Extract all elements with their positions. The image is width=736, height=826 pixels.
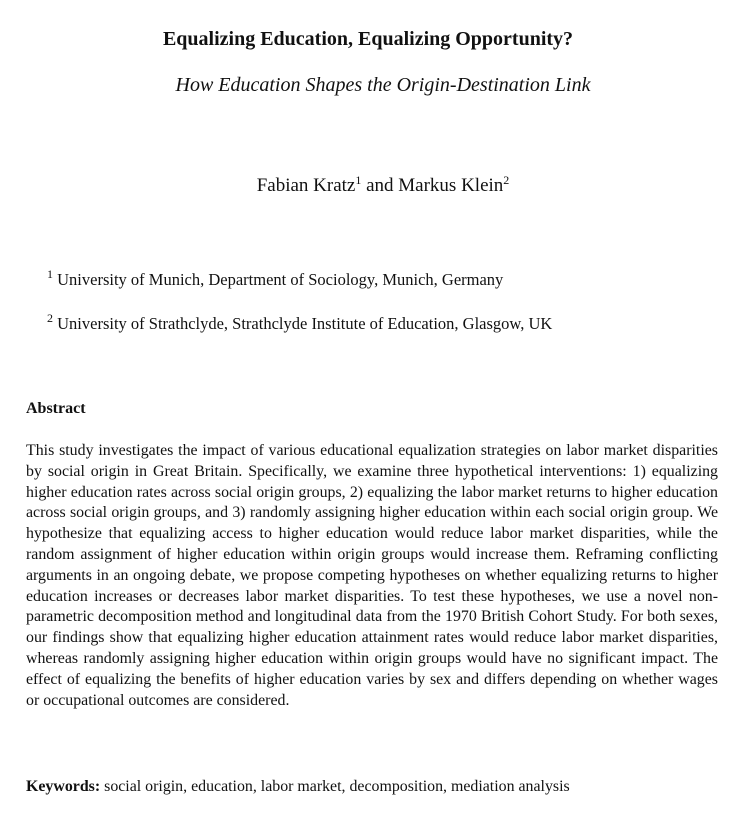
affiliation-mark: 2 <box>503 173 510 187</box>
abstract-heading: Abstract <box>26 400 86 417</box>
keywords-label: Keywords: <box>26 778 101 795</box>
keywords-text: social origin, education, labor market, decomposition, mediation analysis <box>100 778 570 795</box>
affiliation-mark: 1 <box>47 267 53 281</box>
abstract-body: This study investigates the impact of various educational equalization strategies on labor market disparities by social origin in Great Britain. Specifically, we examine three hypothetical interventions: 1) equalizing higher education rates across social origin groups, 2) equalizing the labor market returns to higher education across social origin groups, and 3) randomly assigning higher education within each social origin group. We hypothesize that equalizing access to higher education would reduce labor market disparities, while the random assignment of higher education within origin groups would increase them. Reframing conflicting arguments in an ongoing debate, we propose competing hypotheses on whether equalizing returns to higher education increases or decreases labor market disparities. To test these hypotheses, we use a novel non-parametric decomposition method and longitudinal data from the 1970 British Cohort Study. For both sexes, our findings show that equalizing higher education attainment rates would reduce labor market disparities, whereas randomly assigning higher education within origin groups would have no significant impact. The effect of equalizing the benefits of higher education varies by sex and differs depending on whether wages or occupational outcomes are considered. <box>26 442 718 709</box>
author-name: Markus Klein <box>398 175 504 196</box>
author-conjunction: and <box>361 175 399 196</box>
keywords-line <box>26 777 570 797</box>
paper-title: Equalizing Education, Equalizing Opportunity? <box>162 28 574 50</box>
paper-subtitle: How Education Shapes the Origin-Destination Link <box>175 74 591 96</box>
affiliation-2 <box>47 311 553 334</box>
author-name: Fabian Kratz <box>256 175 356 196</box>
affiliation-text: University of Strathclyde, Strathclyde Institute of Education, Glasgow, UK <box>53 314 553 333</box>
affiliation-text: University of Munich, Department of Sociology, Munich, Germany <box>53 270 504 289</box>
affiliation-1 <box>47 267 504 290</box>
author-line <box>0 174 736 198</box>
affiliation-mark: 2 <box>47 311 53 325</box>
affiliation-mark: 1 <box>355 173 362 187</box>
